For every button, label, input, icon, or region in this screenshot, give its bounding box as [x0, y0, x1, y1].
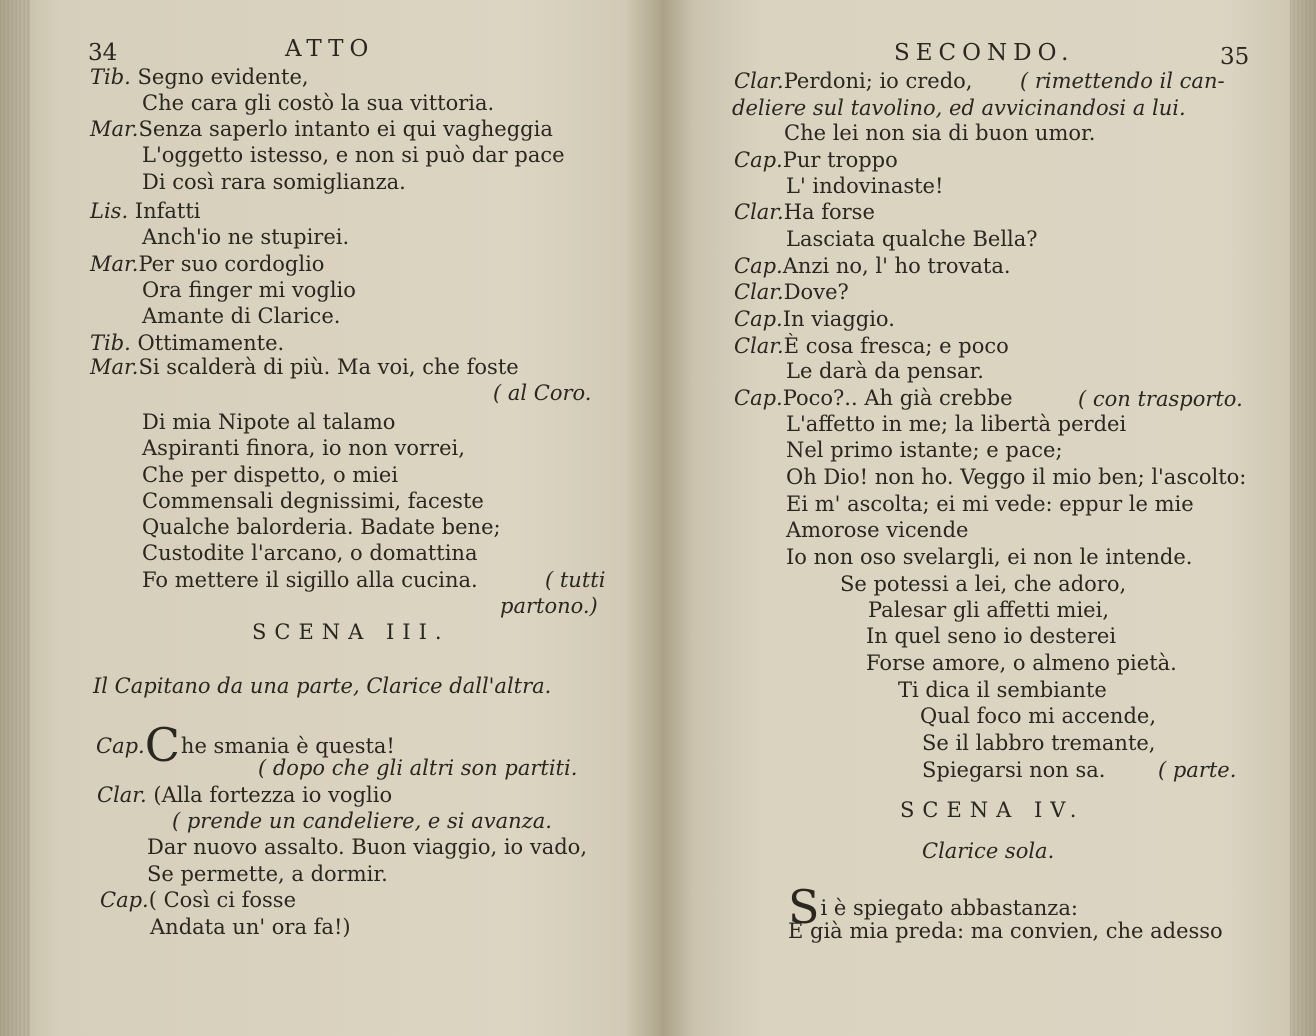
text-line: Cap.Anzi no, l' ho trovata.: [734, 254, 1011, 278]
text-line: In quel seno io desterei: [866, 624, 1117, 648]
speaker-label: Clar.: [97, 783, 147, 807]
page-number: 34: [88, 40, 118, 66]
speaker-label: Tib.: [90, 65, 131, 89]
text-line: Cap.Che smania è questa!: [96, 718, 395, 772]
text-line: Tib. Segno evidente,: [90, 65, 309, 89]
page-edge-right: [1290, 0, 1316, 1036]
text-line: Cap.In viaggio.: [734, 307, 895, 331]
text-line: Fo mettere il sigillo alla cucina.: [142, 568, 478, 592]
speaker-label: Clar.: [734, 69, 784, 93]
scene-title: SCENA III.: [252, 620, 450, 644]
speaker-label: Cap.: [734, 148, 783, 172]
text-line: Le darà da pensar.: [786, 359, 984, 383]
speaker-label: Clar.: [734, 200, 784, 224]
stage-direction: ( parte.: [1158, 758, 1237, 782]
text-line: Ora finger mi voglio: [142, 278, 356, 302]
speaker-label: Mar.: [90, 355, 139, 379]
text-line: Di mia Nipote al talamo: [142, 410, 396, 434]
scene-description: Clarice sola.: [922, 839, 1055, 863]
text-line: L'affetto in me; la libertà perdei: [786, 412, 1127, 436]
text-line: Clar.Dove?: [734, 280, 849, 304]
drop-cap: C: [144, 718, 180, 772]
text-line: Lasciata qualche Bella?: [786, 227, 1038, 251]
speaker-label: Mar.: [90, 252, 139, 276]
text-line: Cap.( Così ci fosse: [100, 888, 297, 912]
text-line: Che lei non sia di buon umor.: [784, 121, 1096, 145]
text-line: Nel primo istante; e pace;: [786, 438, 1063, 462]
page-edge-left: [0, 0, 30, 1036]
stage-direction: ( al Coro.: [493, 381, 592, 405]
text-line: Mar.Per suo cordoglio: [90, 252, 325, 276]
speaker-label: Lis.: [90, 199, 129, 223]
text-line: Aspiranti finora, io non vorrei,: [142, 436, 465, 460]
text-line: Commensali degnissimi, faceste: [142, 489, 484, 513]
speaker-label: Cap.: [734, 307, 783, 331]
page-number: 35: [1220, 44, 1250, 70]
stage-direction: ( tutti: [545, 568, 606, 592]
speaker-label: Mar.: [90, 117, 139, 141]
text-line: Clar.Perdoni; io credo,: [734, 69, 973, 93]
right-page: [662, 0, 1316, 1036]
drop-cap: S: [788, 880, 820, 934]
text-line: Cap.Pur troppo: [734, 148, 898, 172]
stage-direction: ( con trasporto.: [1078, 387, 1243, 411]
text-line: Andata un' ora fa!): [150, 915, 351, 939]
stage-direction: partono.): [500, 594, 598, 618]
scene-title: SCENA IV.: [900, 798, 1085, 822]
text-line: Io non oso svelargli, ei non le intende.: [786, 545, 1193, 569]
text-line: Amorose vicende: [786, 518, 969, 542]
text-line: Palesar gli affetti miei,: [868, 598, 1109, 622]
speaker-label: Tib.: [90, 331, 131, 355]
text-line: Cap.Poco?.. Ah già crebbe: [734, 386, 1013, 410]
text-line: Custodite l'arcano, o domattina: [142, 541, 478, 565]
text-line: Di così rara somiglianza.: [142, 170, 406, 194]
text-line: Oh Dio! non ho. Veggo il mio ben; l'ascolto:: [786, 465, 1247, 489]
text-line: Tib. Ottimamente.: [90, 331, 285, 355]
text-line: Amante di Clarice.: [142, 304, 341, 328]
text-line: Ei m' ascolta; ei mi vede: eppur le mie: [786, 492, 1194, 516]
text-line: Clar.Ha forse: [734, 200, 875, 224]
text-line: L'oggetto istesso, e non si può dar pace: [142, 143, 565, 167]
text-line: Mar.Senza saperlo intanto ei qui vagheggia: [90, 117, 553, 141]
text-line: Anch'io ne stupirei.: [142, 225, 350, 249]
speaker-label: Cap.: [96, 734, 145, 758]
running-head: SECONDO.: [894, 40, 1075, 66]
text-line: Che per dispetto, o miei: [142, 463, 399, 487]
text-line: Se permette, a dormir.: [147, 862, 388, 886]
text-line: Che cara gli costò la sua vittoria.: [142, 91, 495, 115]
speaker-label: Clar.: [734, 280, 784, 304]
stage-direction: deliere sul tavolino, ed avvicinandosi a lui.: [732, 96, 1186, 120]
stage-direction: ( rimettendo il can-: [1020, 69, 1225, 93]
text-line: E già mia preda: ma convien, che adesso: [788, 919, 1223, 943]
speaker-label: Cap.: [734, 254, 783, 278]
text-line: Qualche balorderia. Badate bene;: [142, 515, 501, 539]
scene-description: Il Capitano da una parte, Clarice dall'altra.: [93, 674, 552, 698]
text-line: Clar. (Alla fortezza io voglio: [97, 783, 393, 807]
speaker-label: Cap.: [734, 386, 783, 410]
text-line: Qual foco mi accende,: [920, 704, 1156, 728]
stage-direction: ( prende un candeliere, e si avanza.: [172, 809, 552, 833]
text-line: Spiegarsi non sa.: [922, 758, 1106, 782]
text-line: Forse amore, o almeno pietà.: [866, 651, 1177, 675]
speaker-label: Clar.: [734, 334, 784, 358]
text-line: Ti dica il sembiante: [898, 678, 1107, 702]
text-line: Mar.Si scalderà di più. Ma voi, che foste: [90, 355, 519, 379]
stage-direction: ( dopo che gli altri son partiti.: [258, 756, 578, 780]
text-line: Lis. Infatti: [90, 199, 201, 223]
text-line: L' indovinaste!: [786, 174, 944, 198]
text-line: Se il labbro tremante,: [922, 731, 1156, 755]
text-line: Si è spiegato abbastanza:: [788, 880, 1078, 934]
text-line: Clar.È cosa fresca; e poco: [734, 334, 1009, 358]
text-line: Se potessi a lei, che adoro,: [840, 572, 1127, 596]
running-head: ATTO: [285, 36, 375, 62]
speaker-label: Cap.: [100, 888, 149, 912]
text-line: Dar nuovo assalto. Buon viaggio, io vado,: [147, 835, 587, 859]
